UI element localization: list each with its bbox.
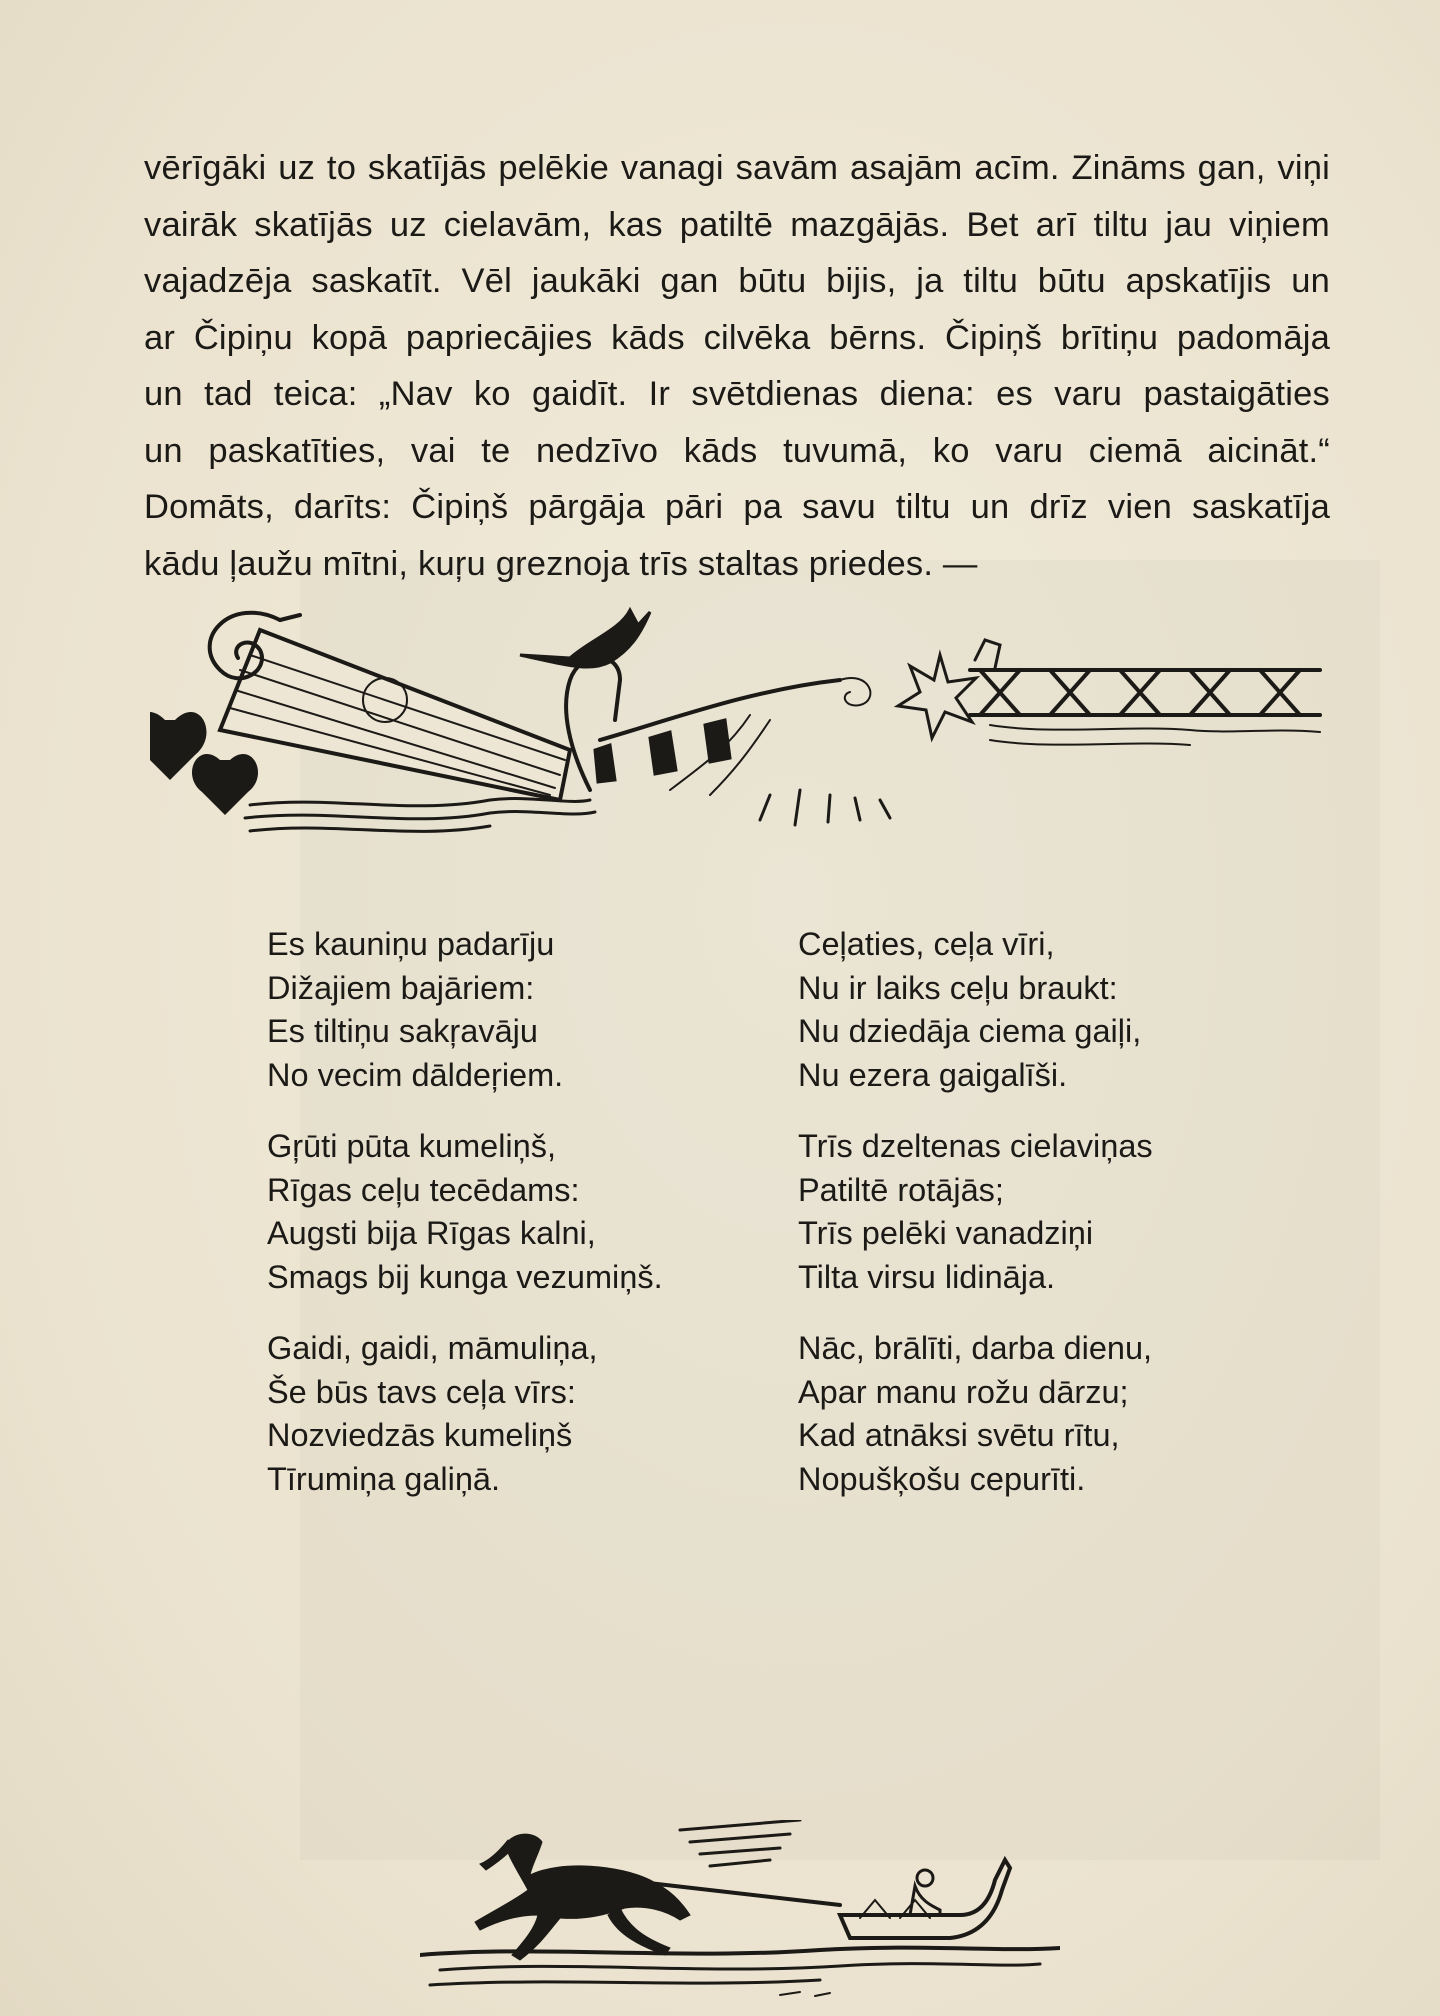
prose-line: vairāk skatījās uz cielavām, kas patiltē mazgājās. Bet arī tiltu jau viņiem bbox=[144, 205, 1330, 244]
verse-line: Apar manu rožu dārzu; bbox=[798, 1373, 1129, 1410]
verse-line: Nu ezera gaigalīši. bbox=[798, 1056, 1068, 1093]
verse-line: Rīgas ceļu tecēdams: bbox=[267, 1171, 580, 1208]
verse-line: Nu ir laiks ceļu braukt: bbox=[798, 969, 1118, 1006]
verse-line: Dižajiem bajāriem: bbox=[267, 969, 535, 1006]
verse-line: Gŗūti pūta kumeliņš, bbox=[267, 1128, 557, 1164]
prose-paragraph bbox=[144, 140, 1330, 592]
verse-line: Patiltē rotājās; bbox=[798, 1171, 1004, 1208]
verse-line: Augsti bija Rīgas kalni, bbox=[267, 1215, 596, 1251]
verse-line: Tīrumiņa galiņā. bbox=[267, 1460, 501, 1497]
verse-line: Še būs tavs ceļa vīrs: bbox=[267, 1373, 576, 1410]
prose-line: ar Čipiņu kopā papriecājies kāds cilvēka bērns. Čipiņš brītiņu padomāja bbox=[144, 318, 1330, 357]
star-icon bbox=[898, 655, 976, 738]
verse-line: No vecim dāldeŗiem. bbox=[267, 1056, 564, 1093]
verse-line: Nu dziedāja ciema gaiļi, bbox=[798, 1013, 1142, 1049]
verse-line: Kad atnāksi svētu rītu, bbox=[798, 1417, 1120, 1453]
prose-line: Domāts, darīts: Čipiņš pārgāja pāri pa savu tiltu un drīz vien saskatīja bbox=[144, 488, 1330, 526]
verse-line: Gaidi, gaidi, māmuliņa, bbox=[267, 1330, 598, 1366]
verse-stanza bbox=[267, 1327, 663, 1501]
heart-icon bbox=[192, 754, 258, 815]
horse-sleigh-drawing bbox=[420, 1820, 1060, 2000]
verse-stanza bbox=[798, 1125, 1153, 1299]
verse-line: Nozviedzās kumeliņš bbox=[267, 1417, 573, 1453]
prose-line: un paskatīties, vai te nedzīvo kāds tuvumā, ko varu ciemā aicināt.“ bbox=[144, 431, 1330, 470]
verse-column-left bbox=[267, 923, 663, 1529]
bird-icon bbox=[520, 610, 650, 667]
ornamental-vignette bbox=[150, 600, 1330, 850]
verse-line: Trīs dzeltenas cielaviņas bbox=[798, 1128, 1153, 1164]
kokle-body bbox=[220, 630, 570, 800]
prose-line: vērīgāki uz to skatījās pelēkie vanagi savām asajām acīm. Zināms gan, viņi bbox=[144, 149, 1330, 187]
prose-line: kādu ļaužu mītni, kuŗu greznoja trīs staltas priedes. — bbox=[144, 544, 978, 583]
verse-stanza bbox=[798, 923, 1153, 1097]
prose-line: un tad teica: „Nav ko gaidīt. Ir svētdienas diena: es varu pastaigāties bbox=[144, 375, 1330, 413]
verse-stanza bbox=[798, 1327, 1153, 1501]
verse-line: Tilta virsu lidināja. bbox=[798, 1258, 1056, 1295]
verse-stanza bbox=[267, 1125, 663, 1299]
prose-line: vajadzēja saskatīt. Vēl jaukāki gan būtu bijis, ja tiltu būtu apskatījis un bbox=[144, 262, 1330, 300]
verse-line: Nopušķošu cepurīti. bbox=[798, 1460, 1086, 1497]
verse-line: Ceļaties, ceļa vīri, bbox=[798, 926, 1055, 962]
verse-line: Trīs pelēki vanadziņi bbox=[798, 1215, 1094, 1251]
verse-line: Nāc, brālīti, darba dienu, bbox=[798, 1330, 1153, 1366]
driver-head bbox=[917, 1870, 933, 1886]
verse-column-right bbox=[798, 923, 1153, 1529]
verse-line: Es tiltiņu sakŗavāju bbox=[267, 1013, 538, 1049]
verse-line: Es kauniņu padarīju bbox=[267, 926, 555, 962]
verse-line: Smags bij kunga vezumiņš. bbox=[267, 1258, 663, 1295]
verse-stanza bbox=[267, 923, 663, 1097]
